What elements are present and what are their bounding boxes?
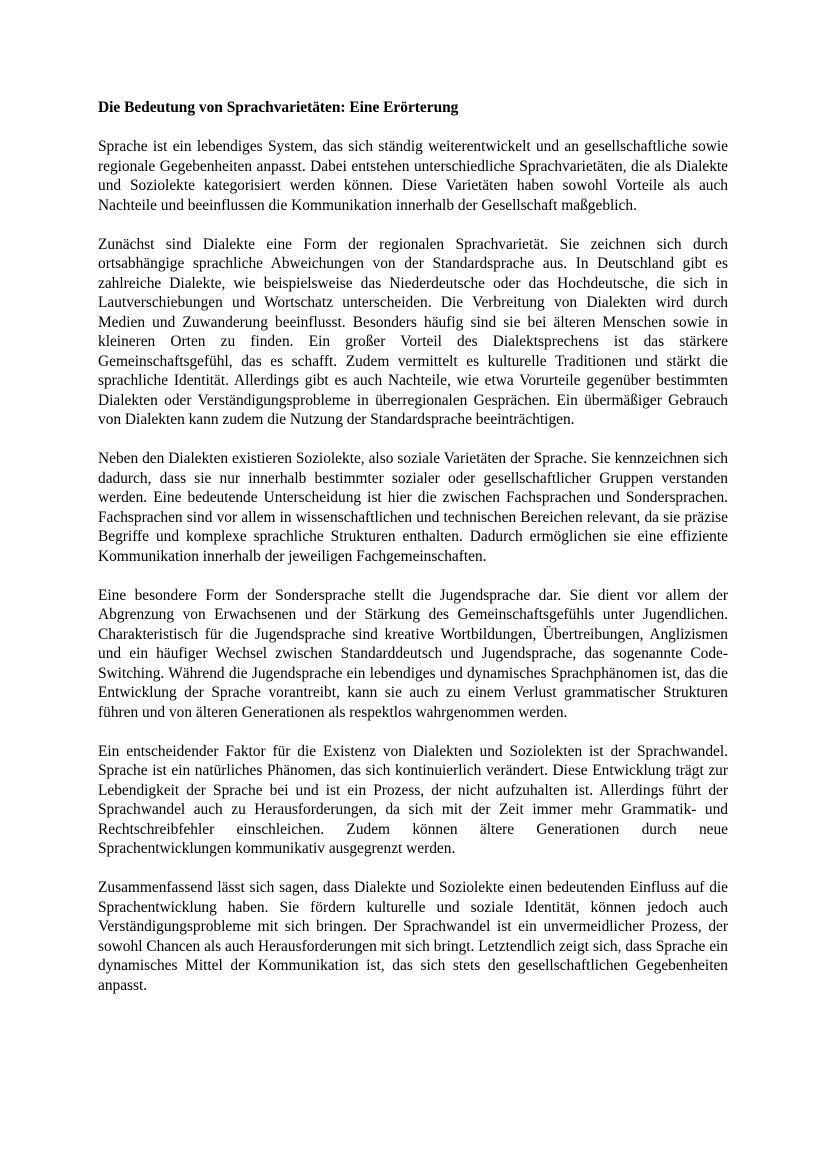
paragraph-introduction: Sprache ist ein lebendiges System, das sich ständig weiterentwickelt und an gesellschaftliche sowie regionale Gegebenheiten anpasst. Dabei entstehen unterschiedliche Sprachvarietäten, die als Dialekte und Soziolekte kategorisiert werden können. Diese Varietäten haben sowohl Vorteile als auch Nachteile und beeinflussen die Kommunikation innerhalb der Gesellschaft maßgeblich. <box>98 138 728 214</box>
paragraph-dialects: Zunächst sind Dialekte eine Form der regionalen Sprachvarietät. Sie zeichnen sich durch ortsabhängige sprachliche Abweichungen von der Standardsprache aus. In Deutschland gibt es zahlreiche Dialekte, wie beispielsweise das Niederdeutsche oder das Hochdeutsche, die sich in Lautverschiebungen und Wortschatz unterscheiden. Die Verbreitung von Dialekten wird durch Medien und Zuwanderung beeinflusst. Besonders häufig sind sie bei älteren Menschen sowie in kleineren Orten zu finden. Ein großer Vorteil des Dialektsprechens ist das stärkere Gemeinschaftsgefühl, das es schafft. Zudem vermittelt es kulturelle Traditionen und stärkt die sprachliche Identität. Allerdings gibt es auch Nachteile, wie etwa Vorurteile gegenüber bestimmten Dialekten oder Verständigungsprobleme in überregionalen Gesprächen. Ein übermäßiger Gebrauch von Dialekten kann zudem die Nutzung der Standardsprache beeinträchtigen. <box>98 235 728 428</box>
paragraph-conclusion: Zusammenfassend lässt sich sagen, dass Dialekte und Soziolekte einen bedeutenden Einfluss auf die Sprachentwicklung haben. Sie fördern kulturelle und soziale Identität, können jedoch auch Verständigungsprobleme mit sich bringen. Der Sprachwandel ist ein unvermeidlicher Prozess, der sowohl Chancen als auch Herausforderungen mit sich bringt. Letztendlich zeigt sich, dass Sprache ein dynamisches Mittel der Kommunikation ist, das sich stets den gesellschaftlichen Gegebenheiten anpasst. <box>98 879 728 994</box>
paragraph-youth-language: Eine besondere Form der Sondersprache stellt die Jugendsprache dar. Sie dient vor allem der Abgrenzung von Erwachsenen und der Stärkung des Gemeinschaftsgefühls unter Jugendlichen. Charakteristisch für die Jugendsprache sind kreative Wortbildungen, Übertreibungen, Anglizismen und ein häufiger Wechsel zwischen Standarddeutsch und Jugendsprache, das sogenannte Code-Switching. Während die Jugendsprache ein lebendiges und dynamisches Sprachphänomen ist, das die Entwicklung der Sprache vorantreibt, kann sie auch zu einem Verlust grammatischer Strukturen führen und von älteren Generationen als respektlos wahrgenommen werden. <box>98 586 728 721</box>
document-title: Die Bedeutung von Sprachvarietäten: Eine Erörterung <box>98 99 459 116</box>
document-page <box>98 98 728 1015</box>
paragraph-sociolects: Neben den Dialekten existieren Soziolekte, also soziale Varietäten der Sprache. Sie kennzeichnen sich dadurch, dass sie nur innerhalb bestimmter sozialer oder gesellschaftlicher Gruppen verstanden werden. Eine bedeutende Unterscheidung ist hier die zwischen Fachsprachen und Sondersprachen. Fachsprachen sind vor allem in wissenschaftlichen und technischen Bereichen relevant, da sie präzise Begriffe und komplexe sprachliche Strukturen enthalten. Dadurch ermöglichen sie eine effiziente Kommunikation innerhalb der jeweiligen Fachgemeinschaften. <box>98 450 728 565</box>
paragraph-language-change: Ein entscheidender Faktor für die Existenz von Dialekten und Soziolekten ist der Sprachwandel. Sprache ist ein natürliches Phänomen, das sich kontinuierlich verändert. Diese Entwicklung trägt zur Lebendigkeit der Sprache bei und ist ein Prozess, der nicht aufzuhalten ist. Allerdings führt der Sprachwandel auch zu Herausforderungen, da sich mit der Zeit immer mehr Grammatik- und Rechtschreibfehler einschleichen. Zudem können ältere Generationen durch neue Sprachentwicklungen kommunikativ ausgegrenzt werden. <box>98 742 728 857</box>
